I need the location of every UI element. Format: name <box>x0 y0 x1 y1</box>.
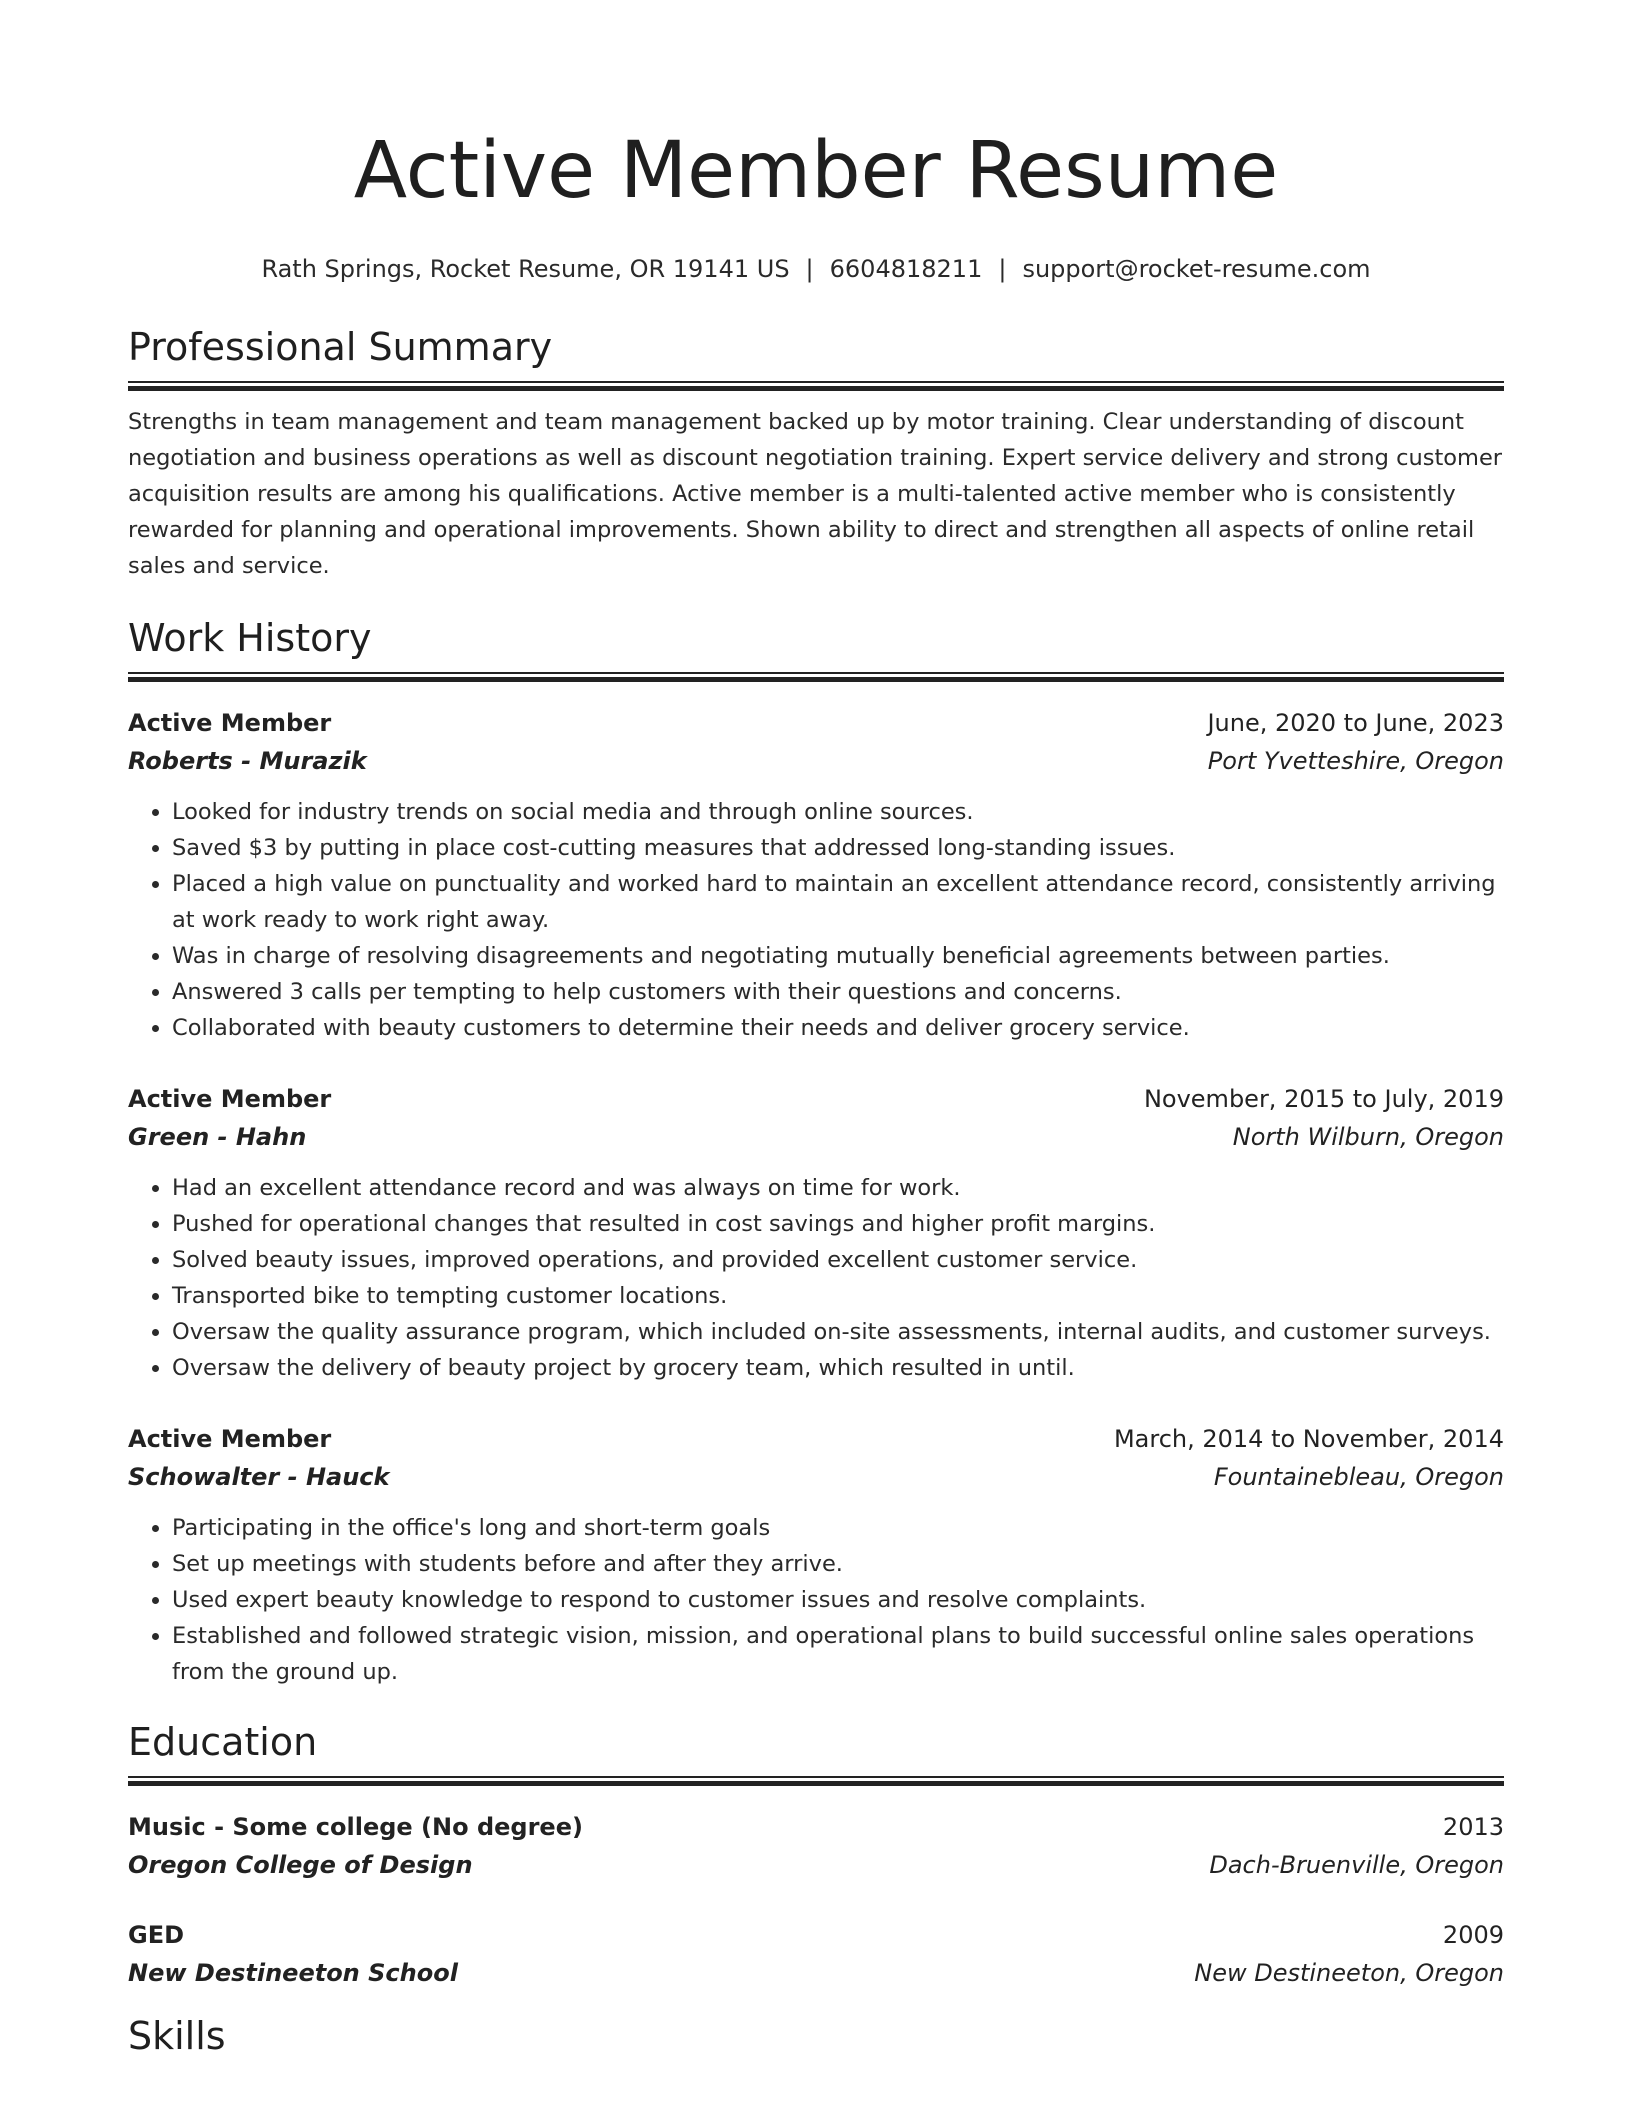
education-location: Dach-Bruenville, Oregon <box>1209 1851 1504 1879</box>
bullet-item: • Was in charge of resolving disagreements and negotiating mutually beneficial agreements between parties. <box>172 938 1504 974</box>
job-dates: November, 2015 to July, 2019 <box>1143 1085 1504 1113</box>
section-title-education: Education <box>128 1720 318 1764</box>
contact-phone: 6604818211 <box>829 255 983 283</box>
job-bullets <box>128 1510 1504 1690</box>
job-entry <box>128 704 1504 1046</box>
job-header-row <box>128 704 1504 742</box>
job-location: Port Yvetteshire, Oregon <box>1207 747 1504 775</box>
job-company: Green - Hahn <box>128 1123 307 1151</box>
education-header-row <box>128 1916 1504 1954</box>
bullet-item: • Collaborated with beauty customers to determine their needs and deliver grocery service. <box>172 1010 1504 1046</box>
bullet-item: • Looked for industry trends on social media and through online sources. <box>172 794 1504 830</box>
job-company-row <box>128 1118 1504 1156</box>
education-year: 2013 <box>1442 1813 1504 1841</box>
resume-name: Active Member Resume <box>353 126 1279 216</box>
education-header-row <box>128 1808 1504 1846</box>
contact-separator: | <box>805 255 814 283</box>
bullet-item: • Transported bike to tempting customer locations. <box>172 1278 1504 1314</box>
section-divider <box>128 672 1504 682</box>
contact-separator: | <box>998 255 1007 283</box>
job-title: Active Member <box>128 1085 332 1113</box>
bullet-item: • Placed a high value on punctuality and worked hard to maintain an excellent attendance record, consistently arriving at work ready to work right away. <box>172 866 1504 938</box>
contact-address: Rath Springs, Rocket Resume, OR 19141 US <box>261 255 790 283</box>
job-header-row <box>128 1080 1504 1118</box>
bullet-item: • Established and followed strategic vision, mission, and operational plans to build successful online sales operations from the ground up. <box>172 1618 1504 1690</box>
bullet-item: • Solved beauty issues, improved operations, and provided excellent customer service. <box>172 1242 1504 1278</box>
job-title: Active Member <box>128 709 332 737</box>
education-year: 2009 <box>1442 1921 1504 1949</box>
bullet-item: • Saved $3 by putting in place cost-cutting measures that addressed long-standing issues. <box>172 830 1504 866</box>
job-header-row <box>128 1420 1504 1458</box>
section-title-work-history: Work History <box>128 616 372 660</box>
bullet-item: • Pushed for operational changes that resulted in cost savings and higher profit margins. <box>172 1206 1504 1242</box>
job-location: Fountainebleau, Oregon <box>1213 1463 1504 1491</box>
education-entry <box>128 1916 1504 1992</box>
section-title-skills: Skills <box>128 2014 226 2058</box>
bullet-item: • Participating in the office's long and short-term goals <box>172 1510 1504 1546</box>
bullet-item: • Answered 3 calls per tempting to help customers with their questions and concerns. <box>172 974 1504 1010</box>
education-location: New Destineeton, Oregon <box>1194 1959 1504 1987</box>
job-entry <box>128 1080 1504 1386</box>
education-school-row <box>128 1954 1504 1992</box>
job-bullets <box>128 1170 1504 1386</box>
bullet-item: • Set up meetings with students before and after they arrive. <box>172 1546 1504 1582</box>
bullet-item: • Had an excellent attendance record and was always on time for work. <box>172 1170 1504 1206</box>
job-bullets <box>128 794 1504 1046</box>
education-entry <box>128 1808 1504 1884</box>
job-dates: March, 2014 to November, 2014 <box>1113 1425 1504 1453</box>
contact-line <box>128 253 1504 285</box>
job-title: Active Member <box>128 1425 332 1453</box>
education-school: Oregon College of Design <box>128 1851 473 1879</box>
section-divider <box>128 1776 1504 1786</box>
bullet-item: • Used expert beauty knowledge to respond to customer issues and resolve complaints. <box>172 1582 1504 1618</box>
job-company: Schowalter - Hauck <box>128 1463 390 1491</box>
job-dates: June, 2020 to June, 2023 <box>1207 709 1504 737</box>
job-company: Roberts - Murazik <box>128 747 367 775</box>
education-degree: GED <box>128 1921 185 1949</box>
contact-email: support@rocket-resume.com <box>1022 255 1371 283</box>
education-school-row <box>128 1846 1504 1884</box>
job-company-row <box>128 742 1504 780</box>
summary-text: Strengths in team management and team management backed up by motor training. Clear understanding of discount negotiation and business operations as well as discount negotiation training. Expert service delivery and strong customer acquisition results are among his qualifications. Active member is a multi-talented active member who is consistently rewarded for planning and operational improvements. Shown ability to direct and strengthen all aspects of online retail sales and service. <box>128 409 1503 579</box>
bullet-item: • Oversaw the quality assurance program, which included on-site assessments, internal audits, and customer surveys. <box>172 1314 1504 1350</box>
section-divider <box>128 381 1504 391</box>
education-degree: Music - Some college (No degree) <box>128 1813 583 1841</box>
section-title-summary: Professional Summary <box>128 325 553 369</box>
education-school: New Destineeton School <box>128 1959 458 1987</box>
job-company-row <box>128 1458 1504 1496</box>
bullet-item: • Oversaw the delivery of beauty project by grocery team, which resulted in until. <box>172 1350 1504 1386</box>
job-entry <box>128 1420 1504 1690</box>
job-location: North Wilburn, Oregon <box>1232 1123 1504 1151</box>
